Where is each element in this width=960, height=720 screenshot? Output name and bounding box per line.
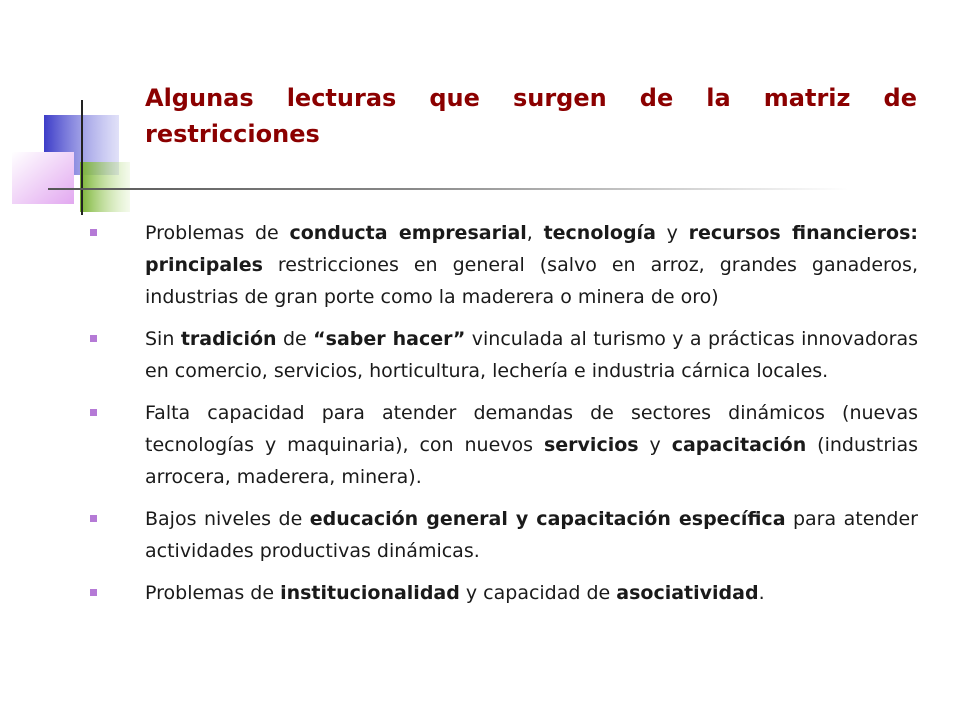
bullet-text: y xyxy=(655,222,689,244)
bullet-text: Problemas de xyxy=(145,582,281,604)
bullet-text-bold: asociatividad xyxy=(616,582,759,604)
bullet-text-bold: capacitación xyxy=(671,434,807,456)
bullet-text-bold: recursos financieros: principales xyxy=(145,222,918,276)
bullet-text-bold: tecnología xyxy=(543,222,656,244)
bullet-square-icon xyxy=(90,229,97,236)
bullet-square-icon xyxy=(90,409,97,416)
deco-green-square xyxy=(80,162,130,212)
deco-pink-square xyxy=(12,152,74,204)
slide-title: Algunas lecturas que surgen de la matriz de restricciones xyxy=(145,84,917,148)
bullet-text: (industrias arrocera, maderera, minera). xyxy=(145,434,918,488)
title-divider xyxy=(48,188,848,190)
bullet-text: . xyxy=(758,582,765,604)
bullet-text: Bajos niveles de xyxy=(145,508,310,530)
bullet-text: vinculada al turismo y a prácticas innovadoras en comercio, servicios, horticultura, lechería e industria cárnica locales. xyxy=(145,328,918,382)
bullet-list xyxy=(90,217,918,619)
bullet-item xyxy=(90,217,918,313)
bullet-square-icon xyxy=(90,335,97,342)
bullet-item xyxy=(90,503,918,567)
bullet-square-icon xyxy=(90,515,97,522)
bullet-item xyxy=(90,577,918,609)
bullet-text-bold: tradición xyxy=(180,328,277,350)
bullet-text: de xyxy=(276,328,314,350)
bullet-text-bold: “saber hacer” xyxy=(313,328,466,350)
bullet-text: y xyxy=(638,434,672,456)
bullet-item xyxy=(90,397,918,493)
bullet-text-bold: servicios xyxy=(543,434,639,456)
bullet-text: , xyxy=(526,222,544,244)
bullet-text: Falta capacidad para atender demandas de sectores dinámicos (nuevas tecnologías y maquinaria), con nuevos xyxy=(145,402,918,456)
bullet-text: y capacidad de xyxy=(459,582,617,604)
bullet-text-bold: institucionalidad xyxy=(280,582,460,604)
decorative-squares xyxy=(0,0,140,230)
bullet-text: Problemas de xyxy=(145,222,290,244)
bullet-text: Sin xyxy=(145,328,181,350)
bullet-square-icon xyxy=(90,589,97,596)
bullet-text-bold: conducta empresarial xyxy=(289,222,527,244)
bullet-text: para atender actividades productivas dinámicas. xyxy=(145,508,918,562)
bullet-text: restricciones en general (salvo en arroz, grandes ganaderos, industrias de gran porte como la maderera o minera de oro) xyxy=(145,254,918,308)
bullet-text-bold: educación general y capacitación específica xyxy=(309,508,786,530)
bullet-item xyxy=(90,323,918,387)
